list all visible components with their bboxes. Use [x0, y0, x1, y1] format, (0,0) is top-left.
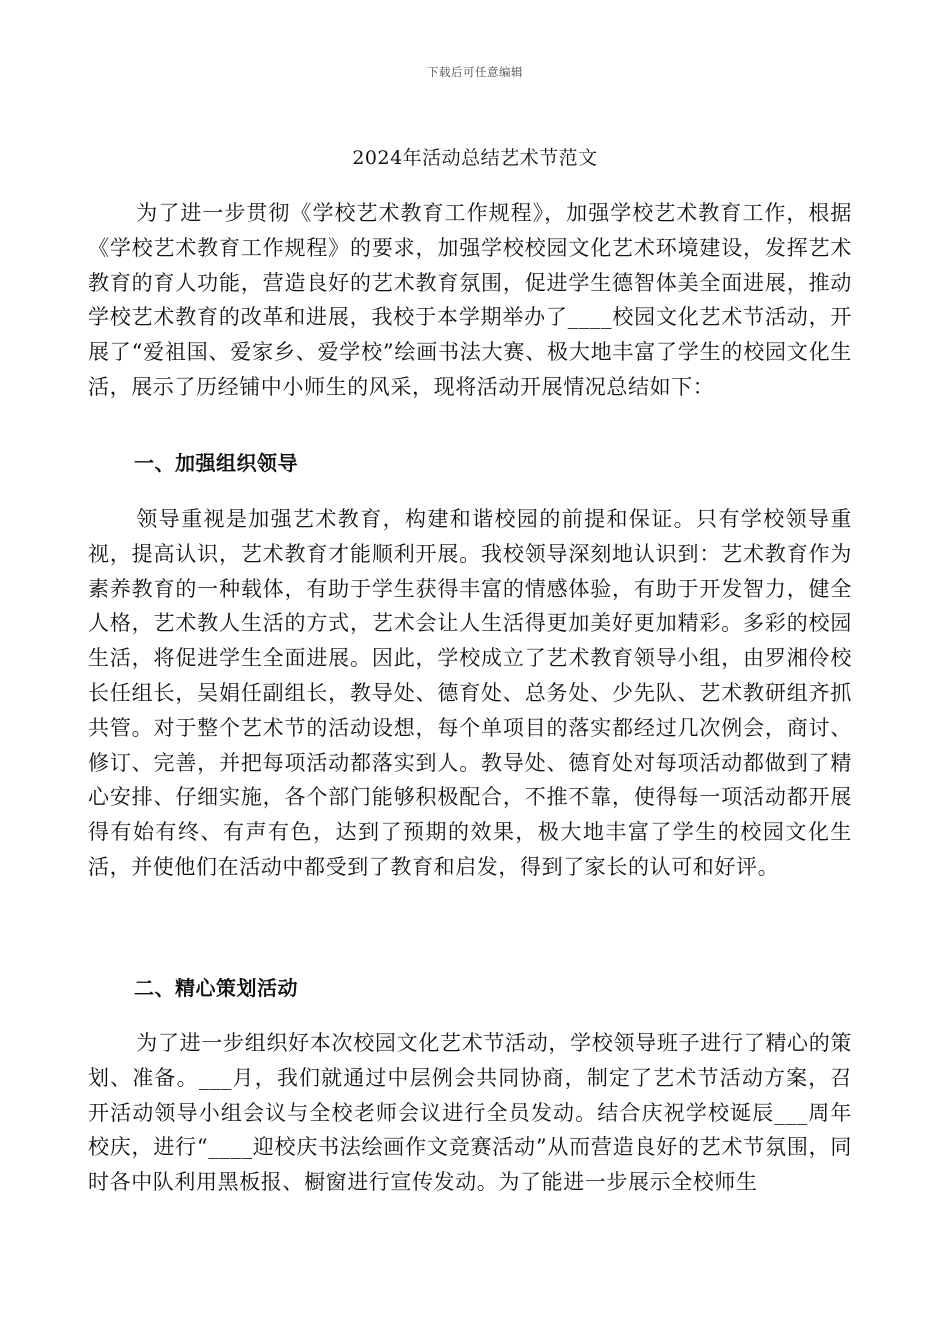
intro-paragraph: 为了进一步贯彻《学校艺术教育工作规程》，加强学校艺术教育工作，根据《学校艺术教育工作规程》的要求，加强学校校园文化艺术环境建设，发挥艺术教育的育人功能，营造良好的艺术教育氛围，促进学生德智体美全面进展，推动学校艺术教育的改革和进展，我校于本学期举办了____校园文化艺术节活动，开展了“爱祖国、爱家乡、爱学校”绘画书法大赛、极大地丰富了学生的校园文化生活，展示了历经铺中小师生的风采，现将活动开展情况总结如下： [88, 201, 852, 399]
section-body-organization: 领导重视是加强艺术教育，构建和谐校园的前提和保证。只有学校领导重视，提高认识，艺术教育才能顺利开展。我校领导深刻地认识到：艺术教育作为素养教育的一种载体，有助于学生获得丰富的情感体验，有助于开发智力，健全人格，艺术教人生活的方式，艺术会让人生活得更加美好更加精彩。多彩的校园生活，将促进学生全面进展。因此，学校成立了艺术教育领导小组，由罗湘伶校长任组长，吴娟任副组长，教导处、德育处、总务处、少先队、艺术教研组齐抓共管。对于整个艺术节的活动设想，每个单项目的落实都经过几次例会，商讨、修订、完善，并把每项活动都落实到人。教导处、德育处对每项活动都做到了精心安排、仔细实施，各个部门能够积极配合，不推不靠，使得每一项活动都开展得有始有终、有声有色，达到了预期的效果，极大地丰富了学生的校园文化生活，并使他们在活动中都受到了教育和启发，得到了家长的认可和好评。 [88, 507, 852, 879]
section-heading-organization: 一、加强组织领导 [134, 451, 298, 475]
page-header-note: 下载后可任意编辑 [427, 65, 523, 79]
section-heading-planning: 二、精心策划活动 [134, 976, 298, 1000]
document-title: 2024年活动总结艺术节范文 [352, 147, 598, 169]
section-body-planning: 为了进一步组织好本次校园文化艺术节活动，学校领导班子进行了精心的策划、准备。___月，我们就通过中层例会共同协商，制定了艺术节活动方案，召开活动领导小组会议与全校老师会议进行全员发动。结合庆祝学校诞辰___周年校庆，进行“____迎校庆书法绘画作文竞赛活动”从而营造良好的艺术节氛围，同时各中队利用黑板报、橱窗进行宣传发动。为了能进一步展示全校师生 [88, 1031, 852, 1195]
